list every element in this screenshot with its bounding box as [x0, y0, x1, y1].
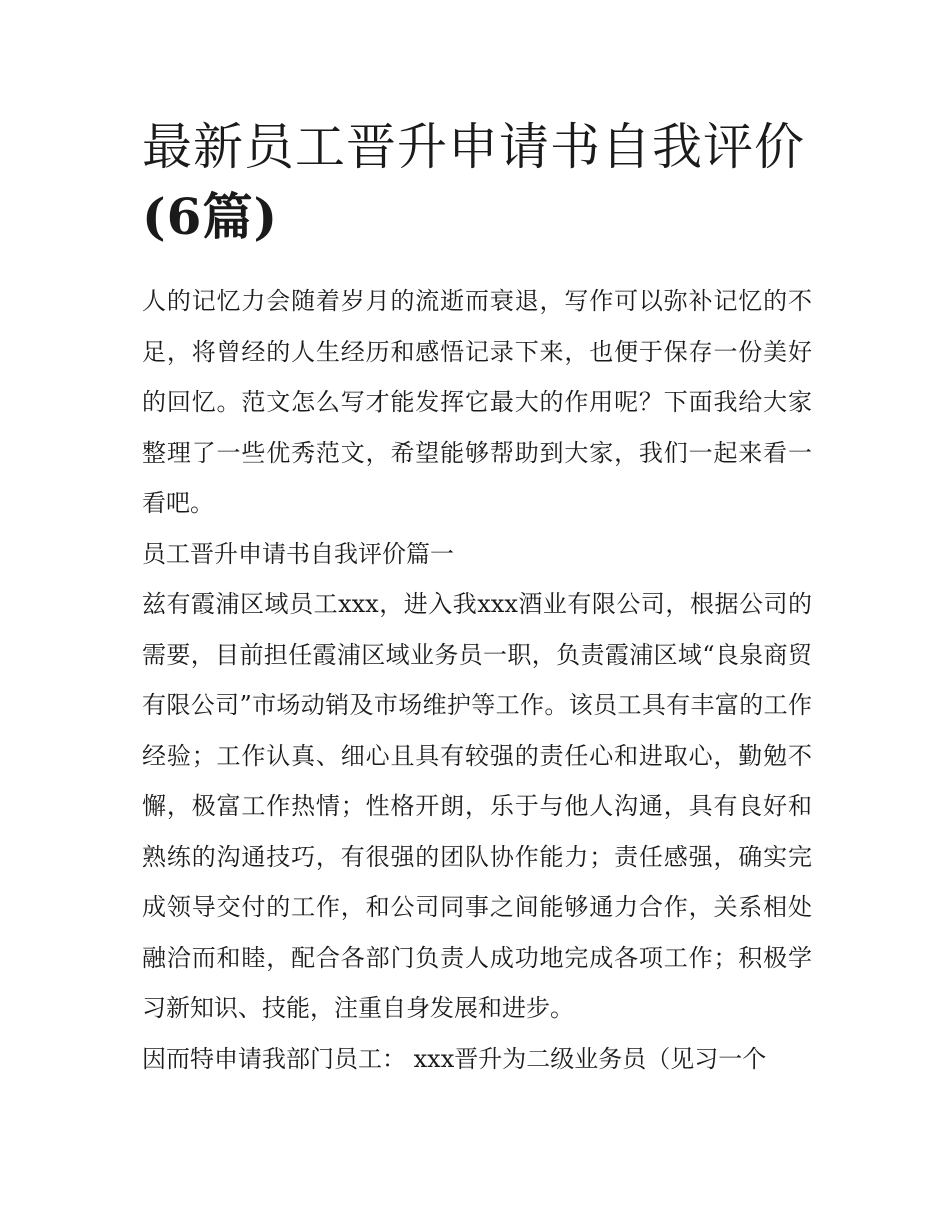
- body-paragraph: 兹有霞浦区域员工xxx，进入我xxx酒业有限公司，根据公司的需要，目前担任霞浦区域业务员一职，负责霞浦区域“良泉商贸有限公司”市场动销及市场维护等工作。该员工具有丰富的工作经验；工作认真、细心且具有较强的责任心和进取心，勤勉不懈，极富工作热情；性格开朗，乐于与他人沟通，具有良好和熟练的沟通技巧，有很强的团队协作能力；责任感强，确实完成领导交付的工作，和公司同事之间能够通力合作，关系相处融洽而和睦，配合各部门负责人成功地完成各项工作；积极学习新知识、技能，注重自身发展和进步。: [142, 590, 812, 1022]
- closing-paragraph: 因而特申请我部门员工： xxx晋升为二级业务员（见习一个: [142, 1044, 767, 1073]
- document-title-line2: (6篇): [142, 187, 279, 246]
- intro-paragraph: 人的记忆力会随着岁月的流逝而衰退，写作可以弥补记忆的不足，将曾经的人生经历和感悟记录下来，也便于保存一份美好的回忆。范文怎么写才能发挥它最大的作用呢？下面我给大家整理了一些优秀范文，希望能够帮助到大家，我们一起来看一看吧。: [142, 287, 812, 517]
- section-heading: 员工晋升申请书自我评价篇一: [142, 539, 454, 568]
- document-title-line1: 最新员工晋升申请书自我评价: [142, 118, 805, 176]
- document-content: [142, 112, 812, 1084]
- document-title: [142, 112, 812, 252]
